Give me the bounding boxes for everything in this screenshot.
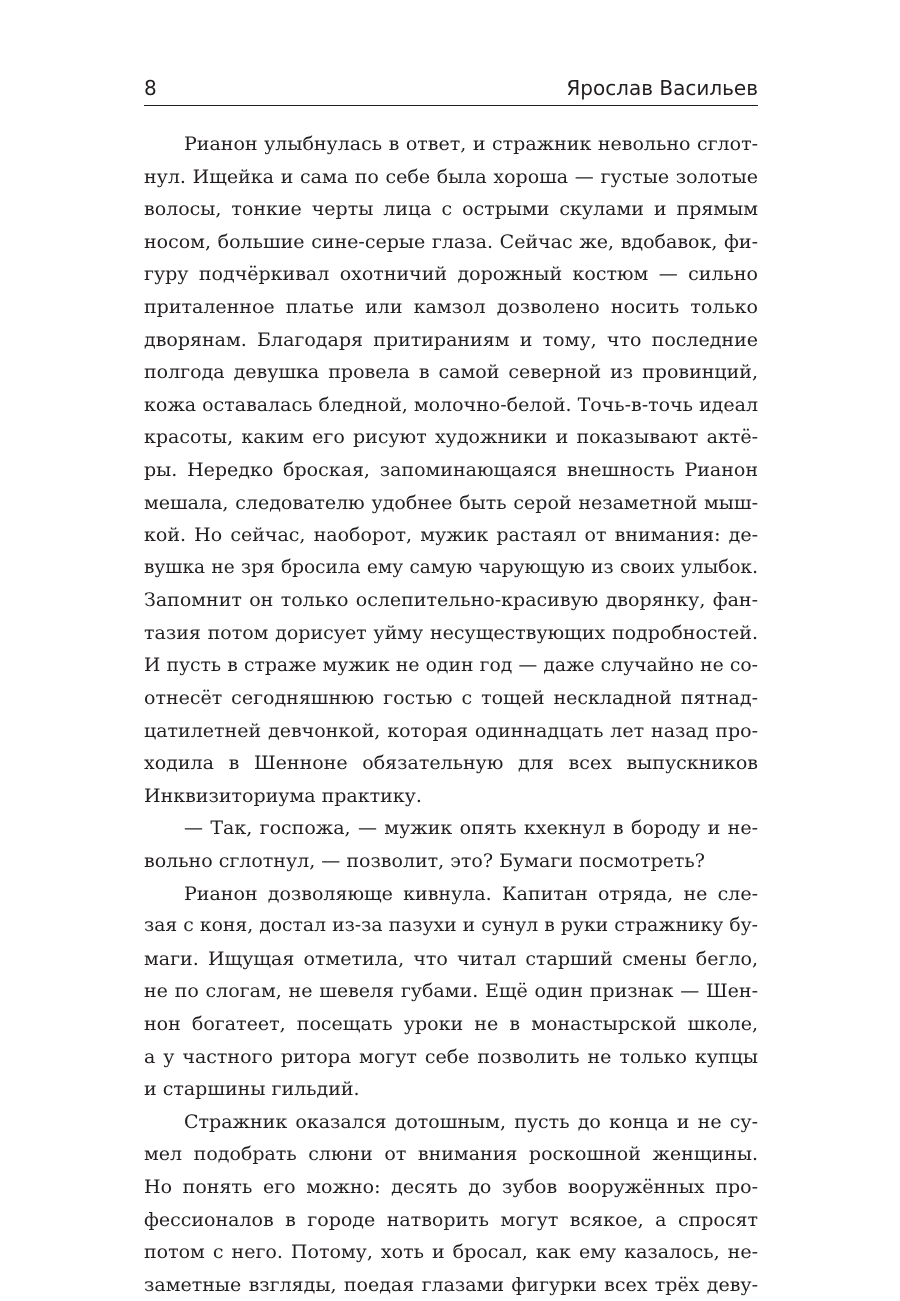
header-rule: [144, 105, 758, 106]
text-line: вушка не зря бросила ему самую чарующую из своих улыбок.: [144, 556, 758, 578]
text-line: цатилетней девчонкой, которая одиннадцать лет назад про-: [144, 719, 758, 742]
text-line: нул. Ищейка и сама по себе была хороша — густые золотые: [144, 165, 758, 188]
text-line: не по слогам, не шевеля губами. Ещё один признак — Шен-: [144, 980, 758, 1003]
text-line: — Так, госпожа, — мужик опять кхекнул в бороду и не-: [184, 817, 758, 840]
page-number: 8: [144, 76, 157, 100]
text-line: фессионалов в городе натворить могут всякое, а спросят: [144, 1208, 758, 1231]
running-head-author: Ярослав Васильев: [566, 76, 758, 100]
text-line: приталенное платье или камзол дозволено носить только: [144, 295, 758, 318]
text-line: кожа оставалась бледной, молочно-белой. Точь-в-точь идеал: [144, 393, 758, 416]
text-line: полгода девушка провела в самой северной из провинций,: [144, 361, 758, 384]
text-line: мел подобрать слюни от внимания роскошной женщины.: [144, 1143, 758, 1166]
text-line: Рианон улыбнулась в ответ, и стражник невольно сглот-: [184, 133, 758, 155]
text-line: Запомнит он только ослепительно-красивую дворянку, фан-: [144, 589, 758, 612]
text-line: кой. Но сейчас, наоборот, мужик растаял от внимания: де-: [144, 524, 758, 547]
text-line: ходила в Шенноне обязательную для всех выпускников: [144, 752, 758, 775]
text-line: Рианон дозволяюще кивнула. Капитан отряда, не сле-: [184, 882, 758, 905]
text-line: дворянам. Благодаря притираниям и тому, что последние: [144, 328, 758, 351]
text-line: и старшины гильдий.: [144, 1078, 360, 1101]
text-line: красоты, каким его рисуют художники и показывают актё-: [144, 426, 758, 449]
text-line: заметные взгляды, поедая глазами фигурки всех трёх деву-: [144, 1273, 758, 1296]
text-line: носом, большие сине-серые глаза. Сейчас же, вдобавок, фи-: [144, 230, 758, 253]
text-line: И пусть в страже мужик не один год — даже случайно не со-: [144, 654, 758, 676]
text-line: маги. Ищущая отметила, что читал старший смены бегло,: [144, 947, 758, 970]
text-line: зая с коня, достал из-за пазухи и сунул в руки стражнику бу-: [144, 915, 758, 937]
text-line: нон богатеет, посещать уроки не в монастырской школе,: [144, 1013, 758, 1036]
text-line: Но понять его можно: десять до зубов вооружённых про-: [144, 1176, 758, 1198]
text-line: Стражник оказался дотошным, пусть до конца и не су-: [184, 1110, 758, 1133]
body-text: [144, 128, 758, 1301]
text-line: волосы, тонкие черты лица с острыми скулами и прямым: [144, 198, 758, 221]
text-line: гуру подчёркивал охотничий дорожный костюм — сильно: [144, 263, 758, 286]
text-line: вольно сглотнул, — позволит, это? Бумаги посмотреть?: [144, 850, 705, 873]
text-line: Инквизиториума практику.: [144, 784, 422, 807]
text-line: мешала, следователю удобнее быть серой незаметной мыш-: [144, 491, 758, 514]
text-line: потом с него. Потому, хоть и бросал, как ему казалось, не-: [144, 1241, 758, 1264]
running-head: [144, 74, 758, 104]
text-line: тазия потом дорисует уйму несуществующих подробностей.: [144, 621, 758, 644]
text-line: а у частного ритора могут себе позволить не только купцы: [144, 1045, 758, 1068]
text-line: отнесёт сегодняшнюю гостью с тощей нескладной пятнад-: [144, 687, 758, 710]
text-line: ры. Нередко броская, запоминающаяся внешность Рианон: [144, 458, 758, 481]
